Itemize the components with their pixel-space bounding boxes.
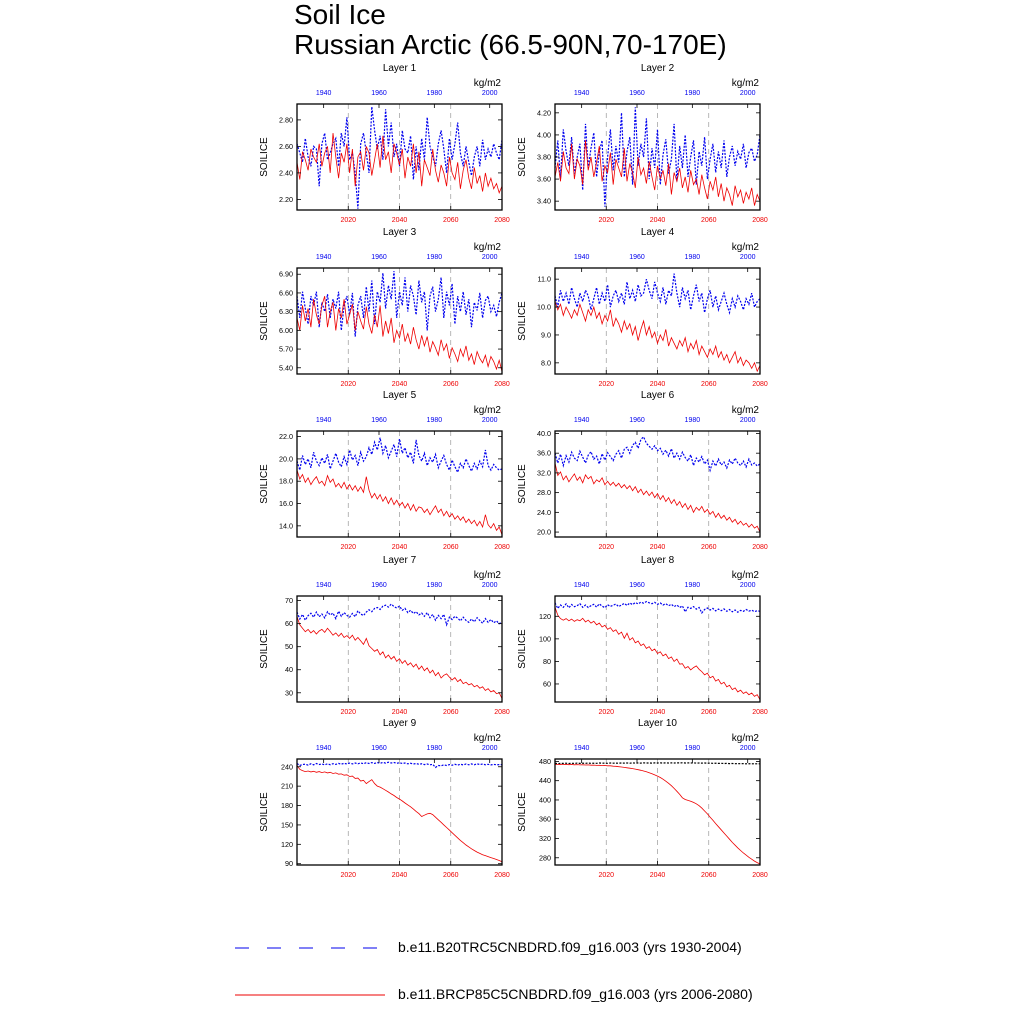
panel-7-ytick-label-3: 50: [285, 642, 293, 652]
panel-6-xtick-bottom-label-1: 2020: [598, 544, 615, 551]
panel-8-ylabel: SOILICE: [517, 629, 528, 669]
panel-6-xtick-bottom-label-4: 2080: [752, 544, 768, 551]
panel-9-xtick-top-label-3: 1980: [426, 745, 443, 752]
legend-hist-label: b.e11.B20TRC5CNBDRD.f09_g16.003 (yrs 1930-2004): [398, 939, 742, 955]
panel-8-xtick-top-label-1: 1940: [573, 582, 590, 589]
panel-5-title: Layer 5: [382, 390, 417, 401]
panel-9-title: Layer 9: [382, 718, 417, 729]
panel-3-xtick-bottom-label-3: 2060: [442, 381, 459, 388]
panel-6-xtick-top-label-2: 1960: [629, 417, 645, 424]
panel-2-ytick-label-5: 4.20: [537, 108, 551, 118]
panel-3-units: kg/m2: [473, 242, 501, 253]
panel-5-xtick-bottom-label-1: 2020: [340, 544, 357, 551]
panel-6-ytick-label-1: 20.0: [537, 527, 551, 537]
panel-10-xtick-top-label-4: 2000: [739, 745, 756, 752]
panel-5-xtick-top-label-3: 1980: [426, 417, 443, 424]
panel-8-xtick-top-label-3: 1980: [684, 582, 701, 589]
panel-4-ylabel: SOILICE: [517, 301, 528, 341]
panel-8-xtick-top-label-4: 2000: [739, 582, 756, 589]
panel-7-ylabel: SOILICE: [259, 629, 270, 669]
panel-2-ytick-label-4: 4.00: [537, 130, 551, 140]
panel-8-xtick-bottom-label-2: 2040: [649, 709, 666, 716]
panel-9-xtick-top-label-4: 2000: [481, 745, 498, 752]
panel-8-ytick-label-3: 100: [539, 634, 551, 644]
panel-2-xtick-bottom-label-3: 2060: [700, 217, 717, 224]
panel-1-units: kg/m2: [473, 78, 501, 89]
panel-8-title: Layer 8: [640, 555, 675, 566]
panel-8-ytick-label-2: 80: [543, 656, 551, 666]
panel-9-ylabel: SOILICE: [259, 792, 270, 832]
panel-8-ytick-label-4: 120: [539, 611, 551, 621]
panel-1-xtick-top-label-3: 1980: [426, 90, 443, 97]
panel-9-xtick-bottom-label-4: 2080: [494, 872, 510, 879]
panel-1-xtick-bottom-label-2: 2040: [391, 217, 408, 224]
panel-2-units: kg/m2: [731, 78, 759, 89]
panel-3-ytick-label-1: 5.40: [279, 363, 293, 373]
panel-9-ytick-label-3: 150: [281, 820, 293, 830]
panel-3-ytick-label-3: 6.00: [279, 325, 293, 335]
panel-5-ytick-label-2: 16.0: [279, 499, 293, 509]
legend: [0, 920, 1024, 1020]
panel-10-ytick-label-5: 440: [539, 776, 551, 786]
panel-5-units: kg/m2: [473, 405, 501, 416]
panel-5-xtick-bottom-label-3: 2060: [442, 544, 459, 551]
panel-4-ytick-label-3: 10.0: [537, 302, 551, 312]
panel-7-ytick-label-2: 40: [285, 665, 293, 675]
panel-9-ytick-label-5: 210: [281, 781, 293, 791]
panel-1-xtick-bottom-label-3: 2060: [442, 217, 459, 224]
panel-9-xtick-bottom-label-3: 2060: [442, 872, 459, 879]
panel-3-xtick-bottom-label-1: 2020: [340, 381, 357, 388]
panel-8-xtick-bottom-label-3: 2060: [700, 709, 717, 716]
panel-4-ytick-label-1: 8.0: [541, 358, 551, 368]
panel-3-ylabel: SOILICE: [259, 301, 270, 341]
panel-3-ytick-label-6: 6.90: [279, 269, 293, 279]
legend-swatches: [0, 920, 1024, 1020]
panel-7-xtick-top-label-4: 2000: [481, 582, 498, 589]
panel-6-xtick-bottom-label-3: 2060: [700, 544, 717, 551]
panel-5-ytick-label-3: 18.0: [279, 476, 293, 486]
panel-10-title: Layer 10: [638, 718, 677, 729]
panel-1-ytick-label-1: 2.20: [279, 194, 293, 204]
panel-10-ylabel: SOILICE: [517, 792, 528, 832]
panel-6-ytick-label-6: 40.0: [537, 428, 551, 438]
panel-1-title: Layer 1: [382, 63, 417, 74]
panel-3-ytick-label-2: 5.70: [279, 344, 293, 354]
panel-6-ytick-label-3: 28.0: [537, 488, 551, 498]
panel-4-xtick-top-label-1: 1940: [573, 254, 590, 261]
panel-3-title: Layer 3: [382, 227, 417, 238]
panel-9-xtick-bottom-label-1: 2020: [340, 872, 357, 879]
panel-9-ytick-label-4: 180: [281, 801, 293, 811]
panel-9-xtick-top-label-2: 1960: [371, 745, 387, 752]
panel-9-ytick-label-2: 120: [281, 839, 293, 849]
panel-7-xtick-top-label-2: 1960: [371, 582, 387, 589]
panel-5-xtick-top-label-1: 1940: [315, 417, 332, 424]
panel-6-xtick-top-label-4: 2000: [739, 417, 756, 424]
panel-6-ytick-label-2: 24.0: [537, 507, 551, 517]
panel-3-ytick-label-4: 6.30: [279, 307, 293, 317]
panel-10-xtick-top-label-2: 1960: [629, 745, 645, 752]
panel-1-xtick-top-label-1: 1940: [315, 90, 332, 97]
panel-3-xtick-bottom-label-4: 2080: [494, 381, 510, 388]
panel-4-xtick-bottom-label-4: 2080: [752, 381, 768, 388]
panel-7-xtick-bottom-label-1: 2020: [340, 709, 357, 716]
panel-5-ytick-label-1: 14.0: [279, 521, 293, 531]
panel-7-units: kg/m2: [473, 570, 501, 581]
panel-1-ytick-label-3: 2.60: [279, 141, 293, 151]
panel-6-units: kg/m2: [731, 405, 759, 416]
panel-4-xtick-top-label-4: 2000: [739, 254, 756, 261]
panel-9-xtick-top-label-1: 1940: [315, 745, 332, 752]
panel-6-xtick-top-label-1: 1940: [573, 417, 590, 424]
panel-8-xtick-bottom-label-4: 2080: [752, 709, 768, 716]
panel-2-ylabel: SOILICE: [517, 137, 528, 177]
panel-4-xtick-bottom-label-3: 2060: [700, 381, 717, 388]
panel-10-xtick-top-label-1: 1940: [573, 745, 590, 752]
panel-10-xtick-bottom-label-4: 2080: [752, 872, 768, 879]
panel-2-xtick-top-label-2: 1960: [629, 90, 645, 97]
panel-10-ytick-label-2: 320: [539, 834, 551, 843]
panel-2-xtick-top-label-1: 1940: [573, 90, 590, 97]
panel-3-xtick-bottom-label-2: 2040: [391, 381, 408, 388]
panel-8-xtick-bottom-label-1: 2020: [598, 709, 615, 716]
panel-10-ytick-label-6: 480: [539, 756, 551, 766]
panel-2-xtick-bottom-label-4: 2080: [752, 217, 768, 224]
panel-10-ytick-label-3: 360: [539, 814, 551, 824]
panel-6-xtick-top-label-3: 1980: [684, 417, 701, 424]
panel-10-xtick-bottom-label-2: 2040: [649, 872, 666, 879]
panel-1-xtick-top-label-2: 1960: [371, 90, 387, 97]
panel-1-xtick-top-label-4: 2000: [481, 90, 498, 97]
panel-1-xtick-bottom-label-4: 2080: [494, 217, 510, 224]
legend-future-label: b.e11.BRCP85C5CNBDRD.f09_g16.003 (yrs 2006-2080): [398, 986, 753, 1002]
panel-6-ytick-label-5: 36.0: [537, 448, 551, 458]
panel-2-ytick-label-1: 3.40: [537, 196, 551, 206]
panel-1-ytick-label-2: 2.40: [279, 168, 293, 178]
panel-4-xtick-top-label-2: 1960: [629, 254, 645, 261]
panel-4-title: Layer 4: [640, 227, 675, 238]
panel-2-xtick-top-label-3: 1980: [684, 90, 701, 97]
panel-9-ytick-label-1: 90: [285, 859, 293, 869]
panel-1-ytick-label-4: 2.80: [279, 115, 293, 125]
panel-3-xtick-top-label-1: 1940: [315, 254, 332, 261]
panel-7-title: Layer 7: [382, 555, 417, 566]
panel-2-title: Layer 2: [640, 63, 675, 74]
panel-5-ylabel: SOILICE: [259, 464, 270, 504]
panel-6-xtick-bottom-label-2: 2040: [649, 544, 666, 551]
panel-4-xtick-bottom-label-1: 2020: [598, 381, 615, 388]
panel-7-xtick-top-label-3: 1980: [426, 582, 443, 589]
panel-5-ytick-label-5: 22.0: [279, 432, 293, 442]
panel-3-xtick-top-label-3: 1980: [426, 254, 443, 261]
title-line-2: Russian Arctic (66.5-90N,70-170E): [294, 29, 727, 60]
panel-10-xtick-bottom-label-3: 2060: [700, 872, 717, 879]
panel-7-ytick-label-1: 30: [285, 688, 293, 698]
panel-10-units: kg/m2: [731, 733, 759, 744]
panel-10-ytick-label-4: 400: [539, 795, 551, 805]
panel-5-xtick-top-label-2: 1960: [371, 417, 387, 424]
panel-7-ytick-label-5: 70: [285, 596, 293, 606]
panel-2-ytick-label-3: 3.80: [537, 152, 551, 162]
panel-8-units: kg/m2: [731, 570, 759, 581]
panel-7-xtick-bottom-label-4: 2080: [494, 709, 510, 716]
panel-6-title: Layer 6: [640, 390, 675, 401]
panel-2-xtick-bottom-label-1: 2020: [598, 217, 615, 224]
panel-4-ytick-label-4: 11.0: [537, 274, 551, 284]
panel-10-xtick-top-label-3: 1980: [684, 745, 701, 752]
panel-3-xtick-top-label-4: 2000: [481, 254, 498, 261]
panel-10-xtick-bottom-label-1: 2020: [598, 872, 615, 879]
panel-1-xtick-bottom-label-1: 2020: [340, 217, 357, 224]
panel-5-xtick-bottom-label-4: 2080: [494, 544, 510, 551]
panel-6-ylabel: SOILICE: [517, 464, 528, 504]
panel-6-ytick-label-4: 32.0: [537, 468, 551, 478]
panel-7-ytick-label-4: 60: [285, 619, 293, 629]
panel-2-ytick-label-2: 3.60: [537, 174, 551, 184]
panel-4-xtick-top-label-3: 1980: [684, 254, 701, 261]
panel-2-xtick-bottom-label-2: 2040: [649, 217, 666, 224]
panel-8-xtick-top-label-2: 1960: [629, 582, 645, 589]
panel-4-ytick-label-2: 9.0: [541, 330, 551, 340]
panel-5-ytick-label-4: 20.0: [279, 454, 293, 464]
panel-10-ytick-label-1: 280: [539, 853, 551, 863]
panel-7-xtick-bottom-label-3: 2060: [442, 709, 459, 716]
panel-7-xtick-top-label-1: 1940: [315, 582, 332, 589]
panel-7-xtick-bottom-label-2: 2040: [391, 709, 408, 716]
panel-3-ytick-label-5: 6.60: [279, 288, 293, 298]
panel-5-xtick-top-label-4: 2000: [481, 417, 498, 424]
panel-5-xtick-bottom-label-2: 2040: [391, 544, 408, 551]
panel-3-xtick-top-label-2: 1960: [371, 254, 387, 261]
panel-9-ytick-label-6: 240: [281, 762, 293, 772]
panel-9-units: kg/m2: [473, 733, 501, 744]
panel-8-future-series: [555, 607, 760, 699]
title-line-1: Soil Ice: [294, 0, 386, 30]
panel-2-xtick-top-label-4: 2000: [739, 90, 756, 97]
panel-4-xtick-bottom-label-2: 2040: [649, 381, 666, 388]
panel-9-xtick-bottom-label-2: 2040: [391, 872, 408, 879]
panel-8-ytick-label-1: 60: [543, 679, 551, 689]
panel-4-units: kg/m2: [731, 242, 759, 253]
panel-1-ylabel: SOILICE: [259, 137, 270, 177]
